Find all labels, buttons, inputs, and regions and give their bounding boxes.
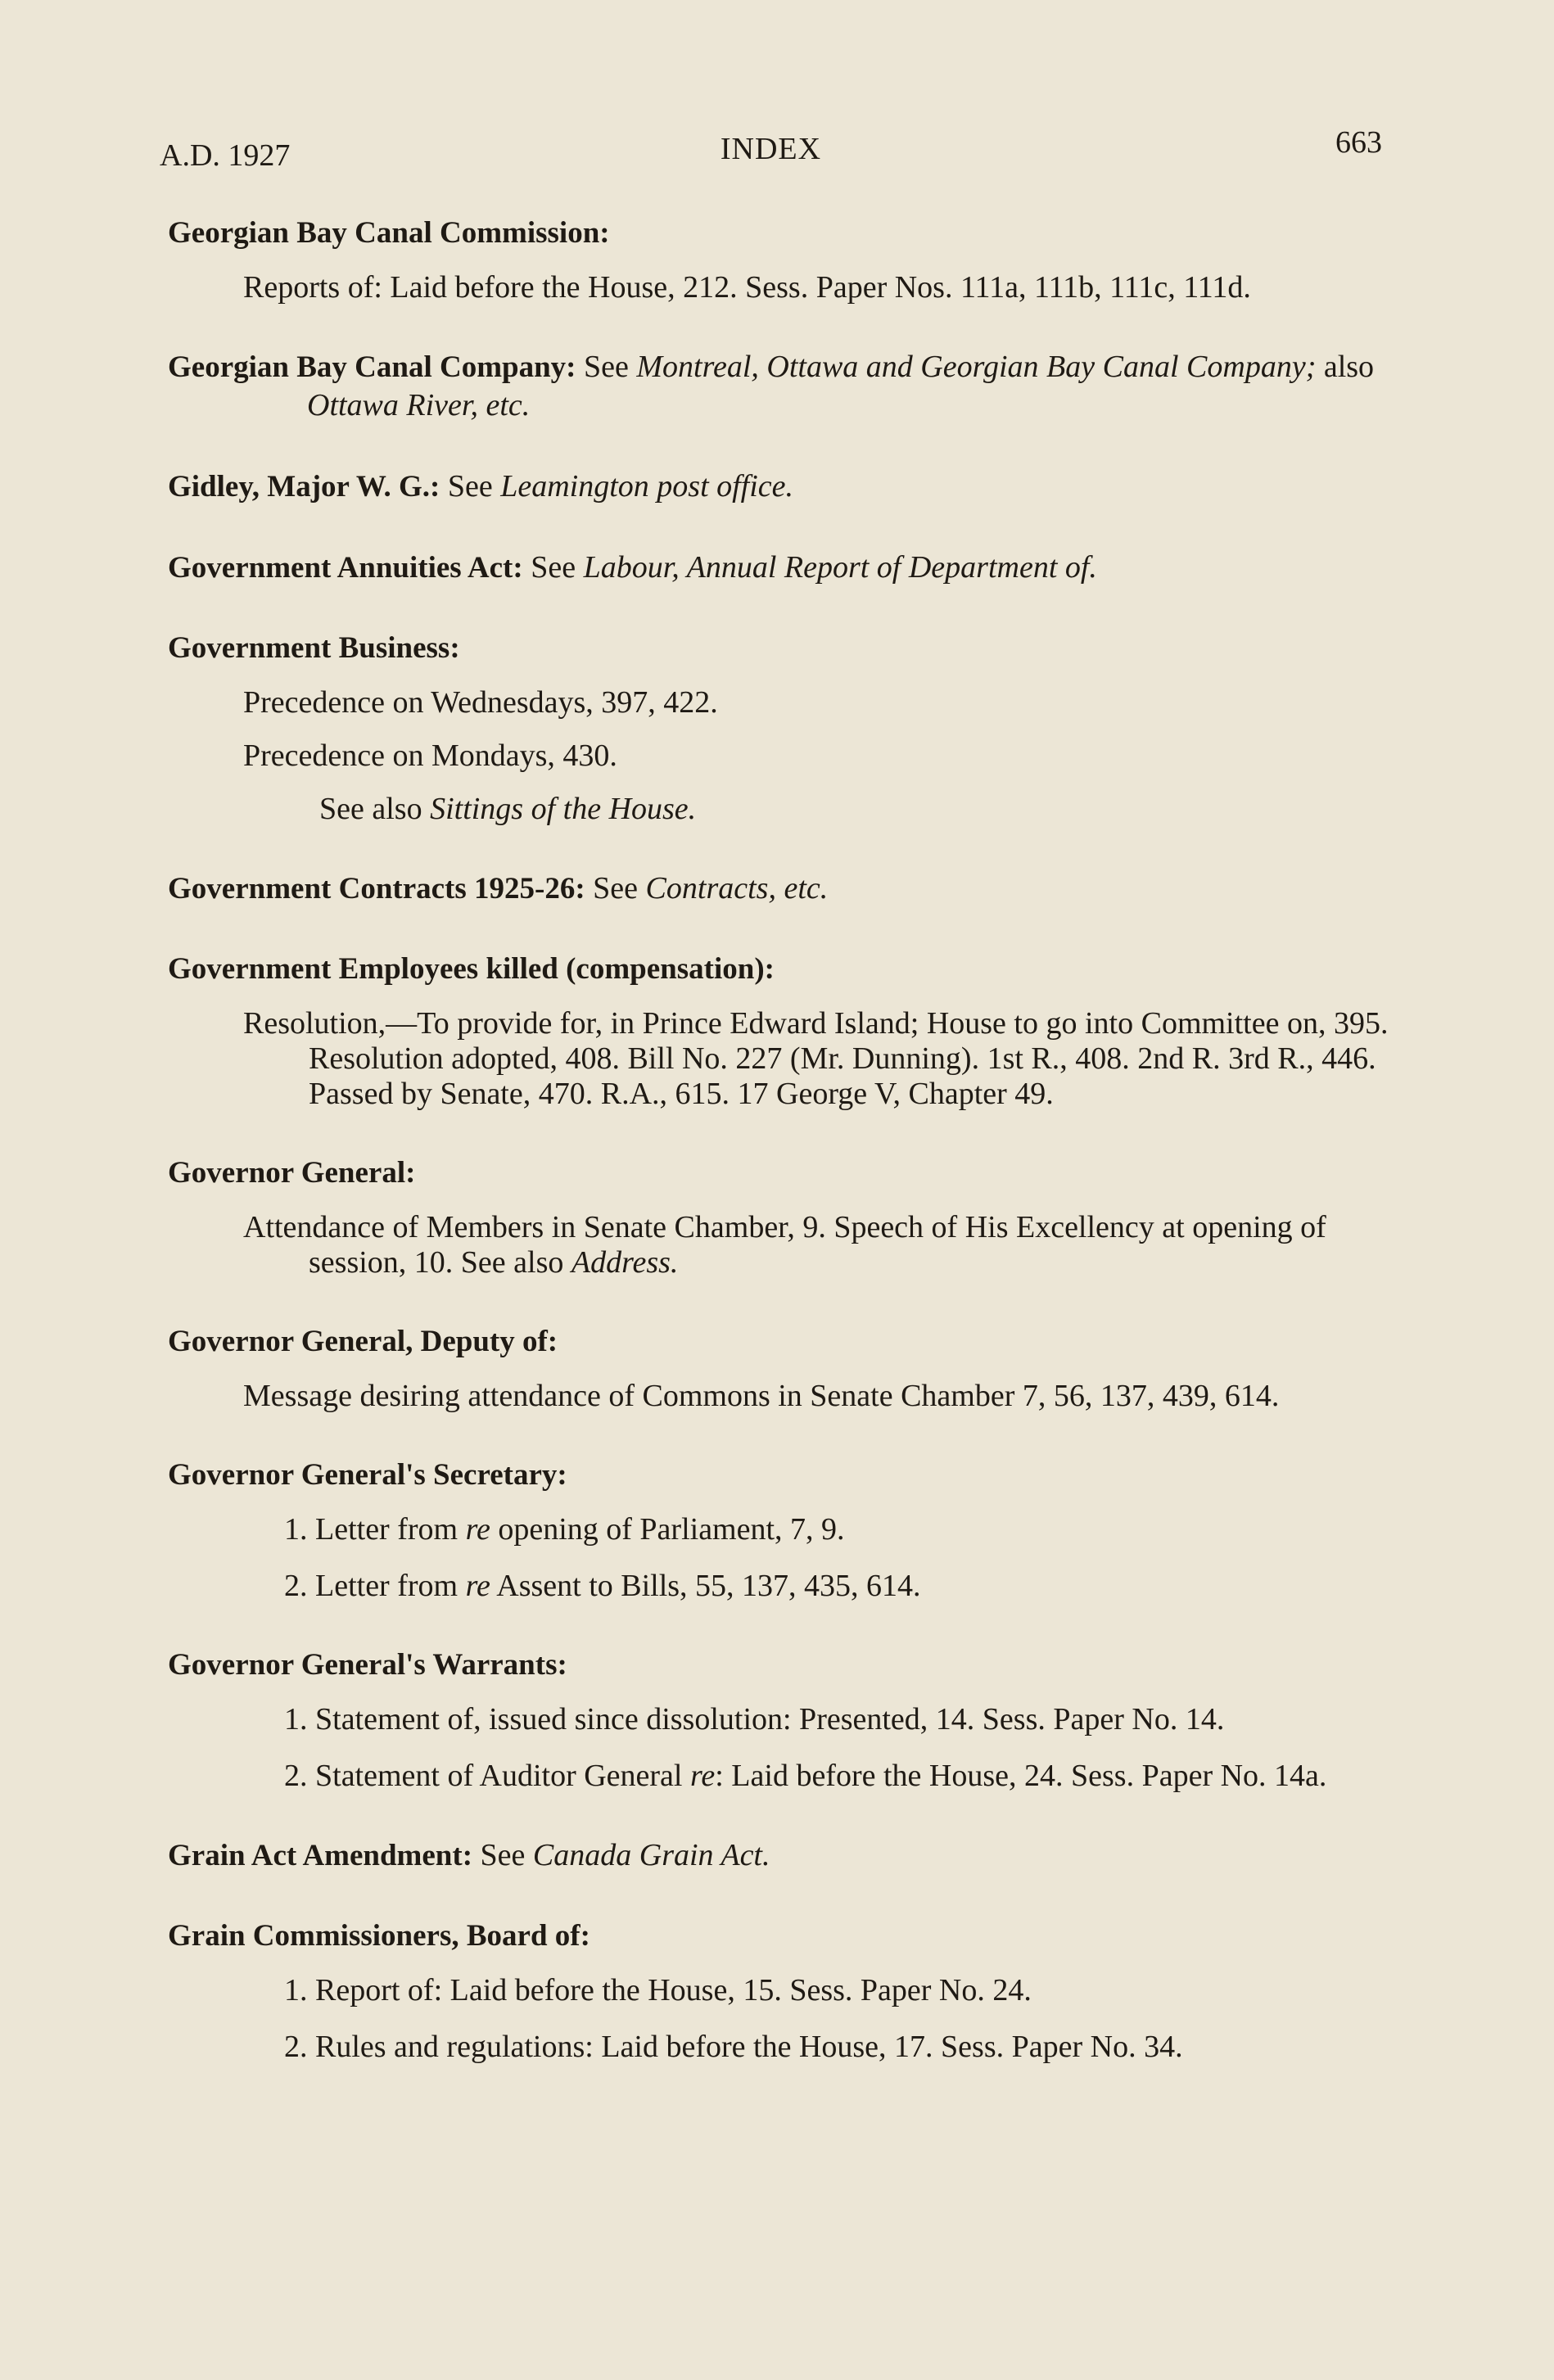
index-entry (168, 215, 1396, 305)
index-entry (168, 1456, 1396, 1604)
item-text: Rules and regulations: Laid before the House, 17. Sess. Paper No. 34. (315, 2030, 1183, 2064)
entry-heading: Governor General's Warrants: (168, 1648, 567, 1682)
see-reference: Canada Grain Act. (532, 1838, 770, 1872)
index-entry (168, 1917, 1396, 2065)
entry-heading: Gidley, Major W. G.: (168, 470, 440, 504)
see-also-reference: Sittings of the House. (430, 792, 697, 826)
entry-heading: Grain Act Amendment: (168, 1839, 473, 1872)
see-reference: Ottawa River, etc. (307, 388, 531, 422)
index-entry (168, 1154, 1396, 1280)
item-text: Letter from (315, 1512, 466, 1547)
entry-heading: Government Employees killed (compensation): (168, 952, 775, 986)
entry-heading: Governor General's Secretary: (168, 1458, 567, 1492)
entry-line (168, 467, 1396, 506)
page-number: 663 (1335, 125, 1382, 160)
see-prefix: See (585, 871, 646, 905)
item-italic: re (690, 1759, 716, 1793)
item-text: opening of Parliament, 7, 9. (490, 1512, 845, 1547)
entry-item (243, 1210, 1396, 1280)
see-reference: Contracts, etc. (645, 871, 829, 905)
item-text: Assent to Bills, 55, 137, 435, 614. (490, 1569, 921, 1603)
index-body (168, 215, 1396, 2107)
index-entry (168, 467, 1396, 506)
numbered-item (243, 2030, 1396, 2065)
item-number: 2. (284, 2030, 308, 2064)
entry-line (168, 549, 1396, 587)
item-text: Letter from (315, 1569, 466, 1603)
running-head (160, 125, 1382, 180)
index-entry (168, 1646, 1396, 1794)
item-text: Statement of Auditor General (315, 1759, 690, 1793)
entry-item: Resolution,—To provide for, in Prince Edward Island; House to go into Committee on, 395. Resolution adopted, 408. Bill No. 227 (Mr. Dunning). 1st R., 408. 2nd R. 3rd R., 446. Passed by Senate, 470. R.A., 615. 17 George V, Chapter 49. (243, 1006, 1389, 1111)
numbered-item (243, 1512, 1396, 1547)
entry-heading: Georgian Bay Canal Company: (168, 350, 576, 384)
see-mid: also (1316, 350, 1375, 384)
entry-item: Precedence on Wednesdays, 397, 422. (243, 685, 718, 720)
header-title: INDEX (720, 132, 822, 166)
entry-item: Message desiring attendance of Commons in Senate Chamber 7, 56, 137, 439, 614. (243, 1379, 1280, 1413)
index-entry (168, 1323, 1396, 1414)
see-also-line (319, 792, 1396, 827)
entry-heading: Government Contracts 1925-26: (168, 872, 585, 905)
entry-line (168, 348, 1396, 425)
see-also-reference: Address. (571, 1245, 679, 1280)
item-text: : Laid before the House, 24. Sess. Paper No. 14a. (715, 1759, 1327, 1793)
see-prefix: See (472, 1838, 533, 1872)
numbered-item (243, 1569, 1396, 1604)
item-number: 1. (284, 1973, 308, 2007)
see-reference: Montreal, Ottawa and Georgian Bay Canal Company; (636, 350, 1317, 384)
item-number: 1. (284, 1702, 308, 1736)
entry-heading: Governor General: (168, 1156, 416, 1190)
index-entry (168, 951, 1396, 1112)
index-entry (168, 1836, 1396, 1875)
entry-item: Precedence on Mondays, 430. (243, 738, 617, 773)
item-italic: re (465, 1512, 490, 1547)
entry-item-text: Attendance of Members in Senate Chamber, 9. Speech of His Excellency at opening of session, 10. See also (243, 1210, 1326, 1280)
numbered-item (243, 1759, 1396, 1794)
see-prefix: See (522, 550, 584, 585)
entry-heading: Government Business: (168, 631, 460, 665)
item-number: 2. (284, 1759, 308, 1793)
item-text: Statement of, issued since dissolution: Presented, 14. Sess. Paper No. 14. (315, 1702, 1225, 1736)
numbered-item (243, 1973, 1396, 2008)
item-italic: re (465, 1569, 490, 1603)
item-number: 1. (284, 1512, 308, 1547)
see-also-prefix: See also (319, 792, 431, 826)
see-reference: Labour, Annual Report of Department of. (583, 550, 1097, 585)
header-year: A.D. 1927 (160, 138, 291, 173)
entry-heading: Government Annuities Act: (168, 551, 523, 585)
see-prefix: See (576, 350, 637, 384)
entry-heading: Grain Commissioners, Board of: (168, 1919, 590, 1953)
index-entry (168, 549, 1396, 587)
index-entry (168, 869, 1396, 908)
entry-item: Reports of: Laid before the House, 212. Sess. Paper Nos. 111a, 111b, 111c, 111d. (243, 270, 1251, 305)
item-text: Report of: Laid before the House, 15. Sess. Paper No. 24. (315, 1973, 1032, 2007)
entry-heading: Governor General, Deputy of: (168, 1325, 558, 1358)
numbered-item (243, 1702, 1396, 1737)
index-entry (168, 348, 1396, 425)
index-entry (168, 630, 1396, 827)
item-number: 2. (284, 1569, 308, 1603)
entry-heading: Georgian Bay Canal Commission: (168, 216, 610, 250)
entry-line (168, 1836, 1396, 1875)
entry-line (168, 869, 1396, 908)
see-prefix: See (440, 469, 501, 504)
see-reference: Leamington post office. (500, 469, 794, 504)
